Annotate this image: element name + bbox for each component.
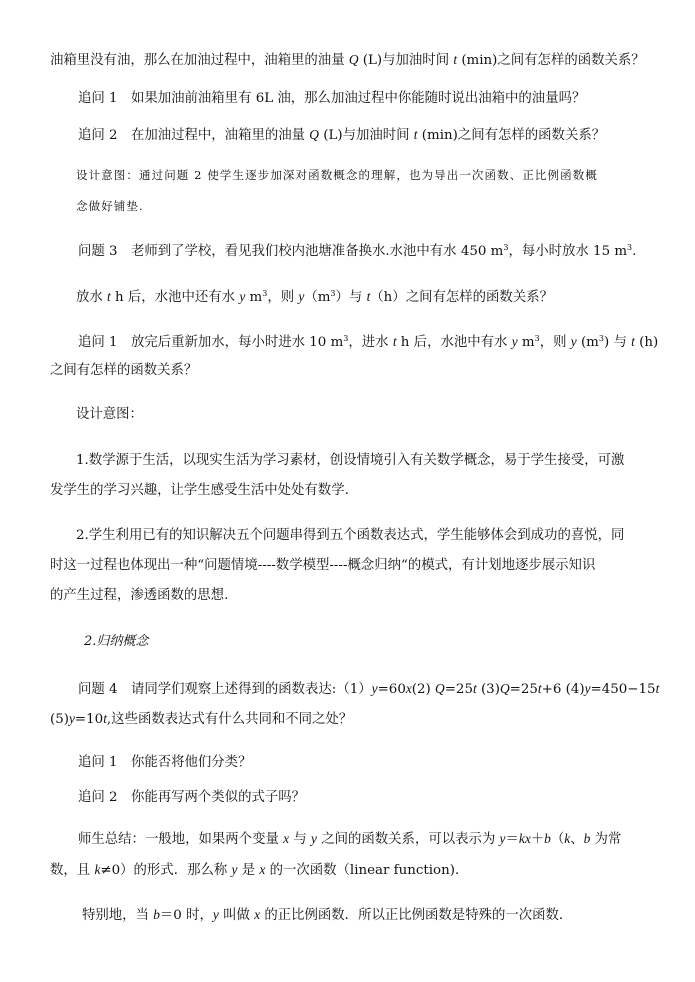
intent-2-line-2: 时这一过程也体现出一种“问题情境----数学模型----概念归纳“的模式，有计划地逐步展示知识 [50, 558, 596, 573]
text-line-3: 追问 2 在加油过程中，油箱里的油量 Q (L)与加油时间 t (min)之间有怎样的函数关系？ [78, 127, 606, 143]
intent-1-line-2: 发学生的学习兴趣，让学生感受生活中处处有数学. [50, 483, 349, 498]
problem-3-line: 问题 3 老师到了学校，看见我们校内池塘准备换水.水池中有水 450 $m^3$，每小时放水 15 $m^3$. [78, 243, 637, 259]
design-intent-heading: 设计意图： [76, 407, 143, 422]
problem-4-line-1: 问题 4 请同学们观察上述得到的函数表达:（1）y=60x(2) Q=25t (3)Q=25t+6 (4)y=450−15t [78, 681, 660, 697]
summary-line-2: 数，且 k≠0）的形式．那么称 y 是 x 的一次函数（linear function)． [50, 862, 469, 878]
followup-1-line-1: 追问 1 放完后重新加水，每小时进水 10 $m^3$，进水 t h 后，水池中有水 y $m^3$，则 y $(m^3)$ 与 t (h) [78, 334, 659, 350]
intent-2-line-1: 2.学生利用已有的知识解决五个问题串得到五个函数表达式，学生能够体会到成功的喜悦，同 [76, 528, 625, 543]
problem-4-line-2: (5)y=10t,这些函数表达式有什么共同和不同之处？ [50, 711, 353, 727]
text-line-1: 油箱里没有油，那么在加油过程中，油箱里的油量 Q (L)与加油时间 t (min)之间有怎样的函数关系？ [50, 52, 645, 68]
intent-2-line-3: 的产生过程，渗透函数的思想. [50, 588, 229, 603]
followup-1-line-2: 之间有怎样的函数关系？ [50, 363, 198, 378]
followup-write-two: 追问 2 你能再写两个类似的式子吗？ [78, 790, 306, 805]
summary-line-1: 师生总结：一般地，如果两个变量 x 与 y 之间的函数关系，可以表示为 y＝kx＋b（k、b 为常 [78, 831, 622, 847]
design-intent-line-2: 念做好铺垫. [76, 199, 144, 213]
intent-1-line-1: 1.数学源于生活，以现实生活为学习素材，创设情境引入有关数学概念，易于学生接受，可激 [76, 453, 625, 468]
problem-3-line-2: 放水 t h 后，水池中还有水 y $m^3$，则 $y(m^3)$与 t（h）之间有怎样的函数关系？ [76, 289, 553, 305]
design-intent-line-1: 设计意图：通过问题 2 使学生逐步加深对函数概念的理解，也为导出一次函数、正比例函数概 [76, 168, 598, 182]
followup-classify: 追问 1 你能否将他们分类？ [78, 755, 252, 770]
proportional-function-note: 特别地，当 b＝0 时，y 叫做 x 的正比例函数．所以正比例函数是特殊的一次函数． [82, 907, 573, 923]
section-heading-induce-concept: 2.归纳概念 [84, 634, 149, 649]
text-line-2: 追问 1 如果加油前油箱里有 6L 油，那么加油过程中你能随时说出油箱中的油量吗？ [78, 91, 586, 106]
